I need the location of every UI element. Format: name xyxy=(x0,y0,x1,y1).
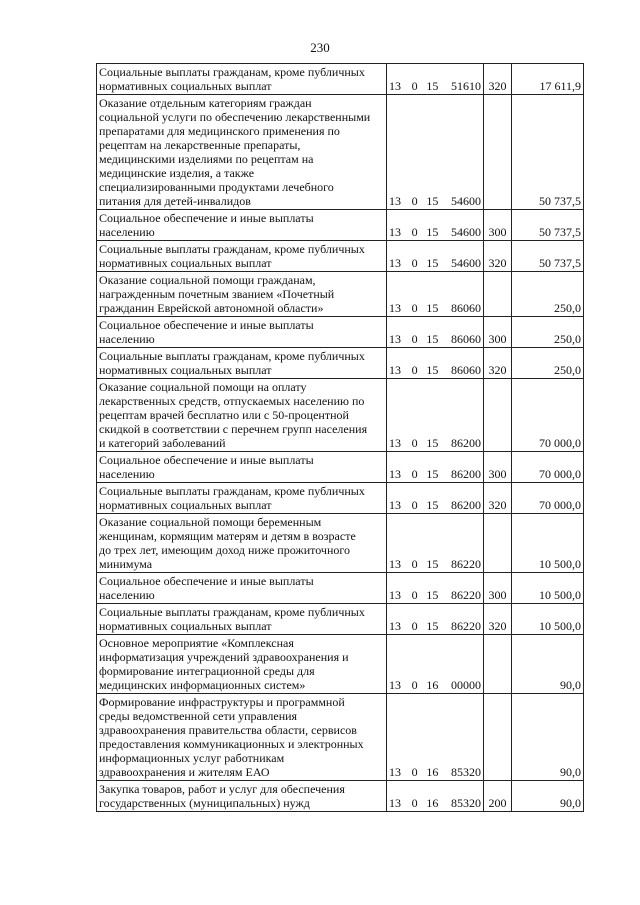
code-part: 54600 xyxy=(450,194,481,208)
table-row xyxy=(97,604,584,635)
code-parts xyxy=(389,557,481,571)
code-part: 16 xyxy=(426,796,439,810)
row-code xyxy=(387,452,484,483)
code-part: 15 xyxy=(426,619,439,633)
code-parts xyxy=(389,301,481,315)
code-part: 54600 xyxy=(450,225,481,239)
row-name: Оказание отдельным категориям граждан социальной услуги по обеспечению лекарственными препаратами для медицинского применения по рецептам на лекарственные препараты, медицинскими изделиями по рецептам на медицинские изделия, а также специализированными продуктами лечебного питания для детей-инвалидов xyxy=(97,95,387,210)
code-part: 15 xyxy=(426,363,439,377)
table-body xyxy=(97,64,584,812)
code-part: 0 xyxy=(411,363,418,377)
budget-table xyxy=(96,63,584,812)
row-name: Основное мероприятие «Комплексная информатизация учреждений здравоохранения и формирование интеграционной среды для медицинских информационных систем» xyxy=(97,635,387,694)
table-row xyxy=(97,272,584,317)
row-name: Формирование инфраструктуры и программной среды ведомственной сети управления здравоохранения правительства области, сервисов предоставления коммуникационных и электронных информационных услуг работникам здравоохранения и жителям ЕАО xyxy=(97,694,387,781)
code-part: 13 xyxy=(389,588,401,602)
code-part: 15 xyxy=(426,79,439,93)
table-row xyxy=(97,635,584,694)
code-parts xyxy=(389,194,481,208)
row-name: Социальные выплаты гражданам, кроме публичных нормативных социальных выплат xyxy=(97,241,387,272)
code-part: 15 xyxy=(426,557,439,571)
row-amount: 250,0 xyxy=(512,272,584,317)
row-code xyxy=(387,348,484,379)
row-code xyxy=(387,483,484,514)
row-expense-type: 320 xyxy=(484,348,512,379)
row-name: Социальные выплаты гражданам, кроме публичных нормативных социальных выплат xyxy=(97,604,387,635)
code-part: 00000 xyxy=(450,678,481,692)
code-part: 16 xyxy=(426,678,439,692)
row-expense-type: 320 xyxy=(484,64,512,95)
code-part: 0 xyxy=(411,588,418,602)
code-parts xyxy=(389,363,481,377)
row-code xyxy=(387,95,484,210)
code-part: 15 xyxy=(426,194,439,208)
row-expense-type: 300 xyxy=(484,317,512,348)
code-part: 86220 xyxy=(450,588,481,602)
code-part: 13 xyxy=(389,363,401,377)
code-part: 86200 xyxy=(450,467,481,481)
code-part: 86220 xyxy=(450,619,481,633)
row-code xyxy=(387,379,484,452)
row-amount: 250,0 xyxy=(512,317,584,348)
row-amount: 50 737,5 xyxy=(512,241,584,272)
code-part: 0 xyxy=(411,557,418,571)
code-part: 15 xyxy=(426,436,439,450)
code-part: 15 xyxy=(426,256,439,270)
code-parts xyxy=(389,765,481,779)
code-parts xyxy=(389,225,481,239)
code-part: 13 xyxy=(389,436,401,450)
row-code xyxy=(387,64,484,95)
row-amount: 50 737,5 xyxy=(512,95,584,210)
code-part: 85320 xyxy=(450,765,481,779)
row-name: Оказание социальной помощи беременным женщинам, кормящим матерям и детям в возрасте до трех лет, имеющим доход ниже прожиточного минимума xyxy=(97,514,387,573)
code-part: 13 xyxy=(389,619,401,633)
row-code xyxy=(387,317,484,348)
table-row xyxy=(97,210,584,241)
row-name: Социальные выплаты гражданам, кроме публичных нормативных социальных выплат xyxy=(97,483,387,514)
row-amount: 10 500,0 xyxy=(512,573,584,604)
row-expense-type: 320 xyxy=(484,483,512,514)
row-code xyxy=(387,635,484,694)
table-row xyxy=(97,514,584,573)
row-expense-type: 320 xyxy=(484,241,512,272)
row-name: Социальные выплаты гражданам, кроме публичных нормативных социальных выплат xyxy=(97,348,387,379)
row-expense-type xyxy=(484,272,512,317)
row-expense-type xyxy=(484,95,512,210)
row-amount: 90,0 xyxy=(512,635,584,694)
row-expense-type: 320 xyxy=(484,604,512,635)
code-part: 15 xyxy=(426,467,439,481)
row-name: Социальное обеспечение и иные выплаты населению xyxy=(97,573,387,604)
code-part: 51610 xyxy=(450,79,481,93)
code-parts xyxy=(389,332,481,346)
code-part: 86060 xyxy=(450,301,481,315)
code-part: 86060 xyxy=(450,363,481,377)
row-code xyxy=(387,272,484,317)
code-part: 15 xyxy=(426,301,439,315)
code-part: 13 xyxy=(389,796,401,810)
code-parts xyxy=(389,467,481,481)
code-parts xyxy=(389,79,481,93)
row-code xyxy=(387,241,484,272)
row-code xyxy=(387,514,484,573)
row-amount: 250,0 xyxy=(512,348,584,379)
code-part: 54600 xyxy=(450,256,481,270)
code-part: 86200 xyxy=(450,436,481,450)
row-amount: 70 000,0 xyxy=(512,452,584,483)
table-row xyxy=(97,573,584,604)
row-code xyxy=(387,210,484,241)
table-row xyxy=(97,452,584,483)
table-row xyxy=(97,379,584,452)
code-part: 86200 xyxy=(450,498,481,512)
row-name: Закупка товаров, работ и услуг для обеспечения государственных (муниципальных) нужд xyxy=(97,781,387,812)
code-part: 0 xyxy=(411,332,418,346)
code-part: 0 xyxy=(411,194,418,208)
table-row xyxy=(97,241,584,272)
table-row xyxy=(97,64,584,95)
table-row xyxy=(97,781,584,812)
table-row xyxy=(97,95,584,210)
code-part: 15 xyxy=(426,332,439,346)
row-code xyxy=(387,694,484,781)
row-amount: 90,0 xyxy=(512,781,584,812)
code-part: 13 xyxy=(389,256,401,270)
code-part: 86060 xyxy=(450,332,481,346)
code-part: 13 xyxy=(389,332,401,346)
row-amount: 70 000,0 xyxy=(512,379,584,452)
code-parts xyxy=(389,678,481,692)
page-number: 230 xyxy=(310,40,330,55)
code-part: 0 xyxy=(411,498,418,512)
code-parts xyxy=(389,796,481,810)
row-code xyxy=(387,573,484,604)
row-expense-type xyxy=(484,514,512,573)
code-part: 13 xyxy=(389,467,401,481)
row-expense-type xyxy=(484,379,512,452)
row-name: Социальные выплаты гражданам, кроме публичных нормативных социальных выплат xyxy=(97,64,387,95)
code-part: 85320 xyxy=(450,796,481,810)
code-part: 13 xyxy=(389,678,401,692)
code-part: 13 xyxy=(389,194,401,208)
code-parts xyxy=(389,588,481,602)
code-part: 13 xyxy=(389,225,401,239)
row-expense-type xyxy=(484,635,512,694)
code-part: 13 xyxy=(389,557,401,571)
row-amount: 90,0 xyxy=(512,694,584,781)
code-part: 0 xyxy=(411,436,418,450)
row-code xyxy=(387,781,484,812)
code-part: 13 xyxy=(389,765,401,779)
row-name: Оказание социальной помощи гражданам, награжденным почетным званием «Почетный гражданин Еврейской автономной области» xyxy=(97,272,387,317)
row-code xyxy=(387,604,484,635)
table-row xyxy=(97,317,584,348)
code-part: 0 xyxy=(411,678,418,692)
row-name: Социальное обеспечение и иные выплаты населению xyxy=(97,210,387,241)
code-parts xyxy=(389,436,481,450)
code-part: 0 xyxy=(411,796,418,810)
code-part: 0 xyxy=(411,301,418,315)
code-part: 0 xyxy=(411,256,418,270)
row-name: Социальное обеспечение и иные выплаты населению xyxy=(97,452,387,483)
code-part: 0 xyxy=(411,225,418,239)
row-amount: 17 611,9 xyxy=(512,64,584,95)
code-part: 13 xyxy=(389,79,401,93)
row-amount: 10 500,0 xyxy=(512,514,584,573)
code-parts xyxy=(389,256,481,270)
row-expense-type xyxy=(484,694,512,781)
row-amount: 50 737,5 xyxy=(512,210,584,241)
code-part: 0 xyxy=(411,765,418,779)
code-part: 0 xyxy=(411,79,418,93)
code-parts xyxy=(389,498,481,512)
table-row xyxy=(97,483,584,514)
row-amount: 70 000,0 xyxy=(512,483,584,514)
code-part: 0 xyxy=(411,619,418,633)
row-expense-type: 300 xyxy=(484,210,512,241)
row-expense-type: 200 xyxy=(484,781,512,812)
row-name: Социальное обеспечение и иные выплаты населению xyxy=(97,317,387,348)
code-part: 15 xyxy=(426,498,439,512)
row-expense-type: 300 xyxy=(484,452,512,483)
code-part: 13 xyxy=(389,301,401,315)
code-part: 86220 xyxy=(450,557,481,571)
code-part: 0 xyxy=(411,467,418,481)
table-row xyxy=(97,694,584,781)
row-amount: 10 500,0 xyxy=(512,604,584,635)
code-part: 15 xyxy=(426,225,439,239)
row-name: Оказание социальной помощи на оплату лекарственных средств, отпускаемых населению по рецептам врачей бесплатно или с 50-процентной скидкой в соответствии с перечнем групп населения и категорий заболеваний xyxy=(97,379,387,452)
code-part: 16 xyxy=(426,765,439,779)
code-part: 13 xyxy=(389,498,401,512)
code-part: 15 xyxy=(426,588,439,602)
code-parts xyxy=(389,619,481,633)
table-row xyxy=(97,348,584,379)
row-expense-type: 300 xyxy=(484,573,512,604)
